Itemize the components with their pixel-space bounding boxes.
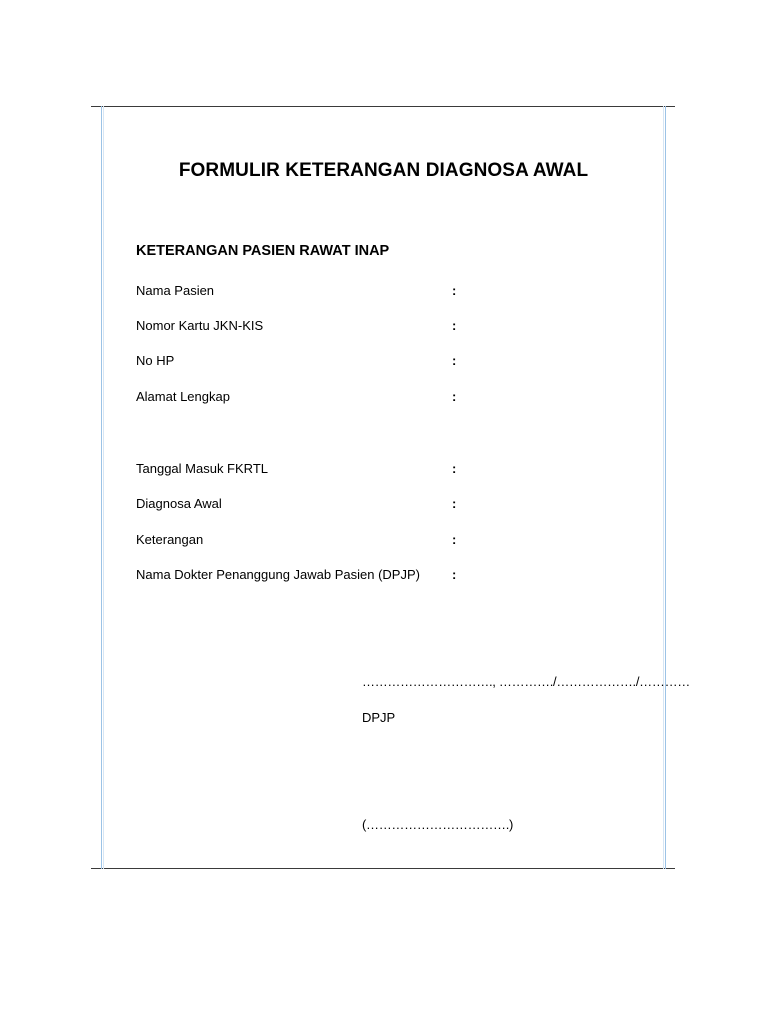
field-colon-nama-dokter: : <box>452 567 457 582</box>
field-label-keterangan: Keterangan <box>136 532 204 547</box>
field-label-nomor-kartu: Nomor Kartu JKN-KIS <box>136 318 264 333</box>
field-colon-keterangan: : <box>452 532 457 547</box>
field-colon-nama-pasien: : <box>452 283 457 298</box>
left-margin-line <box>101 106 102 869</box>
left-margin-shadow <box>103 106 104 869</box>
field-label-alamat: Alamat Lengkap <box>136 389 230 404</box>
field-label-nama-pasien: Nama Pasien <box>136 283 215 298</box>
field-colon-tanggal-masuk: : <box>452 461 457 476</box>
field-label-nama-dokter: Nama Dokter Penanggung Jawab Pasien (DPJP) <box>136 567 420 582</box>
top-border-line <box>91 106 675 107</box>
bottom-border-line <box>91 868 675 869</box>
signature-role-label: DPJP <box>362 710 396 725</box>
right-margin-line <box>665 106 666 869</box>
field-colon-diagnosa-awal: : <box>452 496 457 511</box>
field-label-diagnosa-awal: Diagnosa Awal <box>136 496 222 511</box>
section-title: KETERANGAN PASIEN RAWAT INAP <box>136 243 390 259</box>
field-label-no-hp: No HP <box>136 353 175 368</box>
field-colon-nomor-kartu: : <box>452 318 457 333</box>
form-title: FORMULIR KETERANGAN DIAGNOSA AWAL <box>178 160 589 181</box>
field-label-tanggal-masuk: Tanggal Masuk FKRTL <box>136 461 268 476</box>
signature-name-blank: (…………………………….) <box>362 817 514 832</box>
signature-place-date-blank: …………………………., …………./………………./………… <box>362 674 690 689</box>
field-colon-no-hp: : <box>452 353 457 368</box>
right-margin-shadow <box>663 106 664 869</box>
field-colon-alamat: : <box>452 389 457 404</box>
